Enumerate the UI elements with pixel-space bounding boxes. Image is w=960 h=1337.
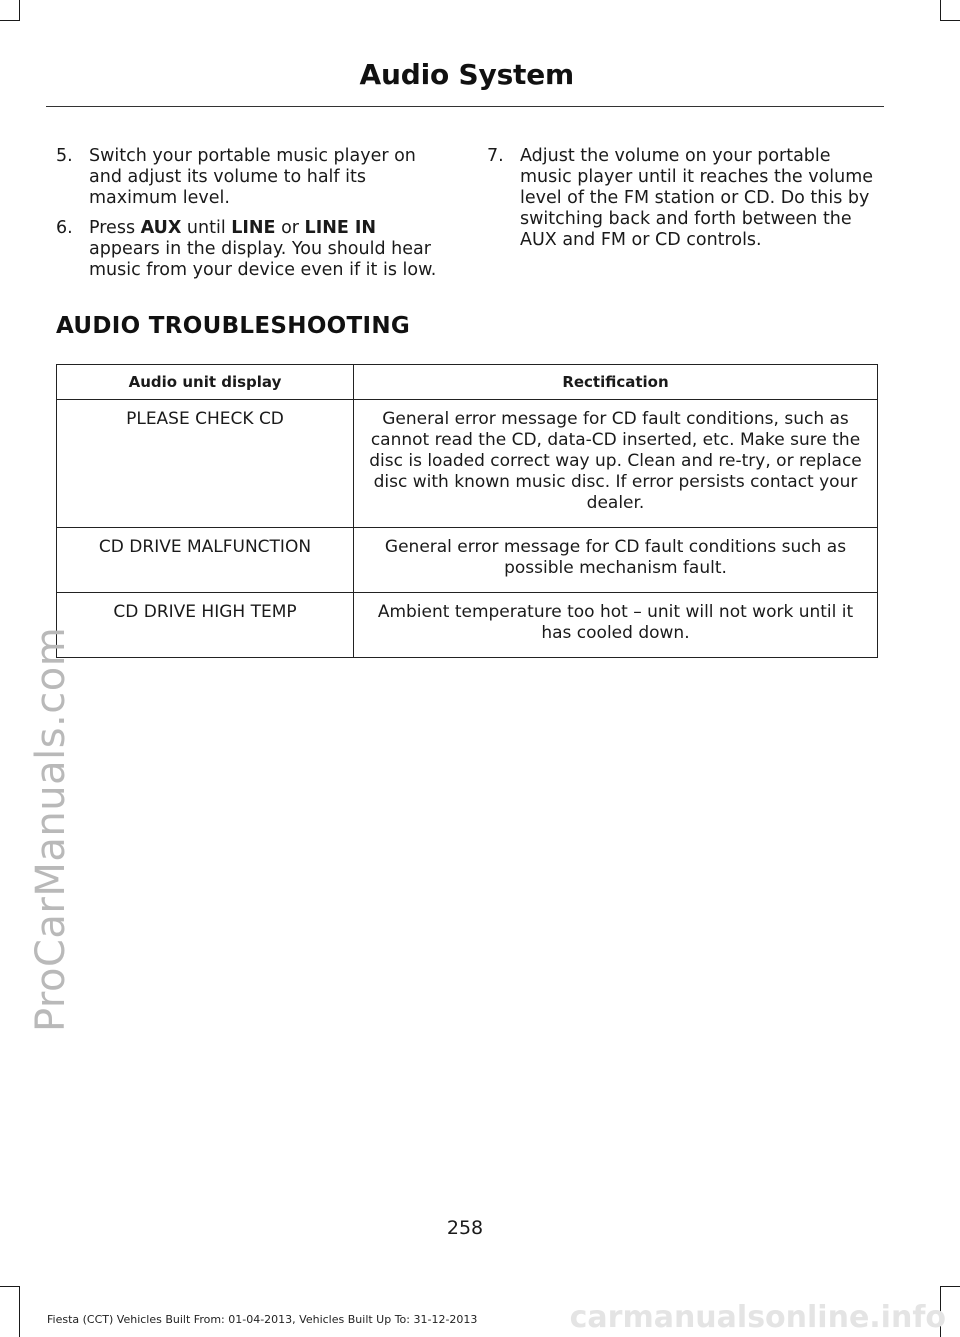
crop-mark	[0, 20, 20, 21]
list-item	[56, 218, 450, 281]
column-header-display: Audio unit display	[57, 365, 354, 400]
step-text-run: Switch your portable music player on and adjust its volume to half its maximum level.	[89, 146, 416, 208]
steps-left-column	[56, 146, 450, 290]
troubleshooting-table	[56, 364, 878, 658]
step-text	[89, 146, 416, 208]
table-row	[57, 528, 878, 593]
crop-mark	[19, 1286, 20, 1337]
steps-right-column	[487, 146, 882, 260]
bottom-watermark: carmanualsonline.info	[569, 1300, 946, 1335]
side-watermark: ProCarManuals.com	[28, 626, 74, 1032]
column-header-rectification: Rectification	[354, 365, 878, 400]
table-row	[57, 593, 878, 658]
table-cell-rectification: Ambient temperature too hot – unit will not work until it has cooled down.	[354, 593, 878, 658]
table-cell-display: PLEASE CHECK CD	[57, 400, 354, 528]
step-text-run: or	[275, 218, 305, 238]
step-number: 6.	[56, 218, 73, 238]
page-number: 258	[446, 1217, 484, 1239]
control-name: LINE	[231, 218, 276, 238]
list-item	[56, 146, 450, 209]
crop-mark	[19, 0, 20, 20]
footer-vehicle-line: Fiesta (CCT) Vehicles Built From: 01-04-2013, Vehicles Built Up To: 31-12-2013	[47, 1313, 478, 1326]
section-heading: AUDIO TROUBLESHOOTING	[56, 313, 411, 339]
table-cell-rectification: General error message for CD fault conditions, such as cannot read the CD, data-CD inserted, etc. Make sure the disc is loaded correct way up. Clean and re-try, or replace disc with known music disc. If error persists contact your dealer.	[354, 400, 878, 528]
step-text-run: appears in the display. You should hear music from your device even if it is low.	[89, 239, 437, 280]
page-title: Audio System	[359, 58, 574, 91]
step-text-run: Press	[89, 218, 141, 238]
step-number: 7.	[487, 146, 504, 166]
step-text-run: Adjust the volume on your portable music player until it reaches the volume level of the FM station or CD. Do this by switching back and forth between the AUX and FM or CD controls.	[520, 146, 874, 250]
table-cell-rectification: General error message for CD fault conditions such as possible mechanism fault.	[354, 528, 878, 593]
list-item	[487, 146, 882, 251]
step-text	[520, 146, 873, 250]
header-rule	[46, 106, 884, 107]
control-name: AUX	[140, 218, 182, 238]
table-cell-display: CD DRIVE MALFUNCTION	[57, 528, 354, 593]
crop-mark	[940, 20, 960, 21]
table-cell-display: CD DRIVE HIGH TEMP	[57, 593, 354, 658]
step-number: 5.	[56, 146, 73, 166]
step-text	[89, 218, 436, 280]
control-name: LINE IN	[304, 218, 377, 238]
crop-mark	[940, 1286, 960, 1287]
crop-mark	[940, 0, 941, 20]
table-header-row	[57, 365, 878, 400]
table-row	[57, 400, 878, 528]
step-text-run: until	[181, 218, 232, 238]
crop-mark	[0, 1286, 20, 1287]
